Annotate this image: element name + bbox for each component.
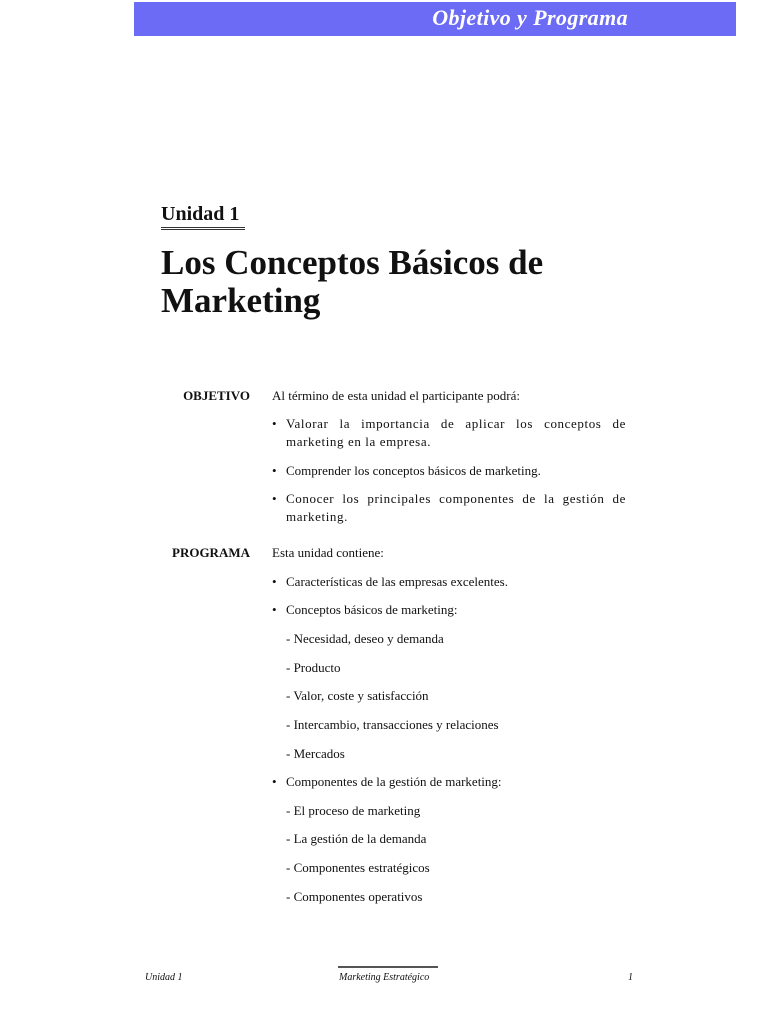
objetivo-intro: Al término de esta unidad el participante podrá: — [272, 388, 520, 403]
footer-course-title: Marketing Estratégico — [339, 972, 430, 983]
programa-bullet-text: Conceptos básicos de marketing: — [286, 602, 458, 617]
bullet-dot: • — [272, 574, 277, 589]
programa-sub-item: - Valor, coste y satisfacción — [286, 688, 429, 703]
programa-bullet — [272, 601, 626, 619]
header-banner — [134, 2, 736, 36]
programa-bullet — [272, 773, 626, 791]
bullet-dot: • — [272, 416, 277, 431]
programa-intro: Esta unidad contiene: — [272, 545, 384, 560]
objetivo-bullet — [272, 462, 626, 480]
programa-sub-item: - Mercados — [286, 746, 345, 761]
page-title: Los Conceptos Básicos de Marketing — [161, 243, 544, 320]
programa-bullet-text: Características de las empresas excelentes. — [286, 574, 508, 589]
unit-label: Unidad 1 — [161, 203, 240, 225]
footer-page-number: 1 — [628, 972, 633, 983]
programa-sub-item: - Componentes estratégicos — [286, 860, 430, 875]
programa-sub-item: - Intercambio, transacciones y relaciones — [286, 717, 499, 732]
bullet-dot: • — [272, 602, 277, 617]
programa-sub-item: - El proceso de marketing — [286, 803, 421, 818]
bullet-dot: • — [272, 491, 277, 506]
programa-sub-item: - La gestión de la demanda — [286, 831, 427, 846]
objetivo-bullet-text: Conocer los principales componentes de la gestión de marketing. — [286, 491, 626, 524]
objetivo-bullet-text: Valorar la importancia de aplicar los conceptos de marketing en la empresa. — [286, 416, 626, 449]
programa-bullet — [272, 573, 626, 591]
programa-heading: PROGRAMA — [172, 545, 250, 560]
programa-sub-item: - Componentes operativos — [286, 889, 423, 904]
objetivo-heading: OBJETIVO — [183, 388, 250, 403]
bullet-dot: • — [272, 774, 277, 789]
programa-bullet-text: Componentes de la gestión de marketing: — [286, 774, 502, 789]
footer-unit: Unidad 1 — [145, 972, 183, 983]
footer-divider — [338, 966, 438, 969]
programa-sub-item: - Necesidad, deseo y demanda — [286, 631, 444, 646]
objetivo-bullet — [272, 490, 626, 526]
banner-title: Objetivo y Programa — [432, 5, 628, 30]
unit-underline — [161, 227, 245, 230]
objetivo-bullet-text: Comprender los conceptos básicos de marketing. — [286, 463, 541, 478]
bullet-dot: • — [272, 463, 277, 478]
objetivo-bullet — [272, 415, 626, 451]
programa-sub-item: - Producto — [286, 660, 341, 675]
